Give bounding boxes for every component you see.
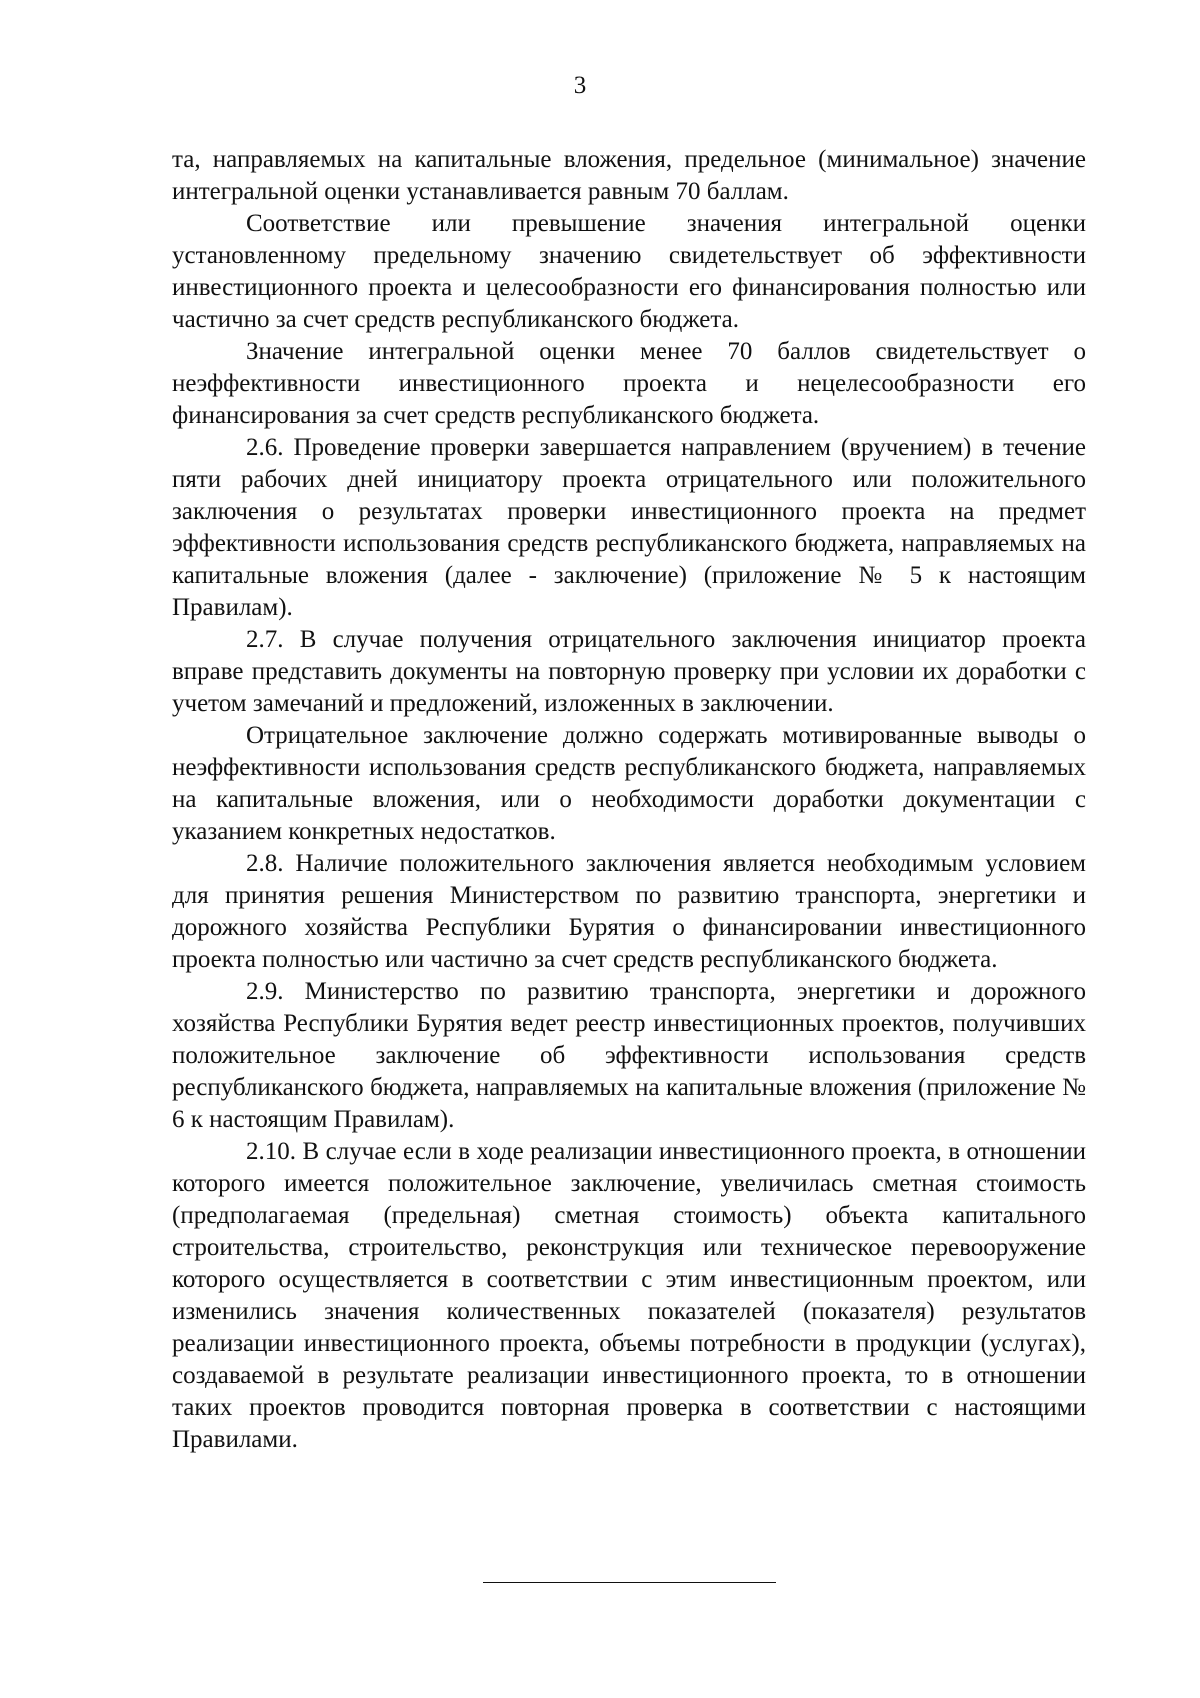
paragraph-compliance: Соответствие или превышение значения интегральной оценки установленному предельному значению свидетельствует об эффективности инвестиционного проекта и целесообразности его финансирования полностью или частично за счет средств республиканского бюджета.	[172, 210, 1086, 333]
paragraph-below-threshold: Значение интегральной оценки менее 70 баллов свидетельствует о неэффективности инвестиционного проекта и нецелесообразности его финансирования за счет средств республиканского бюджета.	[172, 338, 1086, 429]
paragraph-negative-conclusion: Отрицательное заключение должно содержать мотивированные выводы о неэффективности использования средств республиканского бюджета, направляемых на капитальные вложения, или о необходимости доработки документации с указанием конкретных недостатков.	[172, 722, 1086, 845]
paragraph-2-7: 2.7. В случае получения отрицательного заключения инициатор проекта вправе представить документы на повторную проверку при условии их доработки с учетом замечаний и предложений, изложенных в заключении.	[172, 626, 1086, 717]
paragraph-2-9: 2.9. Министерство по развитию транспорта, энергетики и дорожного хозяйства Республики Бурятия ведет реестр инвестиционных проектов, получивших положительное заключение об эффективности использования средств республиканского бюджета, направляемых на капитальные вложения (приложение № 6 к настоящим Правилам).	[172, 978, 1086, 1133]
paragraph-2-10: 2.10. В случае если в ходе реализации инвестиционного проекта, в отношении которого имеется положительное заключение, увеличилась сметная стоимость (предполагаемая (предельная) сметная стоимость) объекта капитального строительства, строительство, реконструкция или техническое перевооружение которого осуществляется в соответствии с этим инвестиционным проектом, или изменились значения количественных показателей (показателя) результатов реализации инвестиционного проекта, объемы потребности в продукции (услугах), создаваемой в результате реализации инвестиционного проекта, то в отношении таких проектов проводится повторная проверка в соответствии с настоящими Правилами.	[172, 1138, 1086, 1453]
paragraph-2-6: 2.6. Проведение проверки завершается направлением (вручением) в течение пяти рабочих дней инициатору проекта отрицательного или положительного заключения о результатах проверки инвестиционного проекта на предмет эффективности использования средств республиканского бюджета, направляемых на капитальные вложения (далее - заключение) (приложение № 5 к настоящим Правилам).	[172, 434, 1086, 621]
page-number: 3	[573, 72, 587, 99]
paragraph-continuation: та, направляемых на капитальные вложения, предельное (минимальное) значение интегральной оценки устанавливается равным 70 баллам.	[172, 146, 1086, 205]
end-divider-line	[483, 1582, 776, 1583]
paragraph-2-8: 2.8. Наличие положительного заключения является необходимым условием для принятия решения Министерством по развитию транспорта, энергетики и дорожного хозяйства Республики Бурятия о финансировании инвестиционного проекта полностью или частично за счет средств республиканского бюджета.	[172, 850, 1086, 973]
document-body	[172, 144, 1086, 1456]
